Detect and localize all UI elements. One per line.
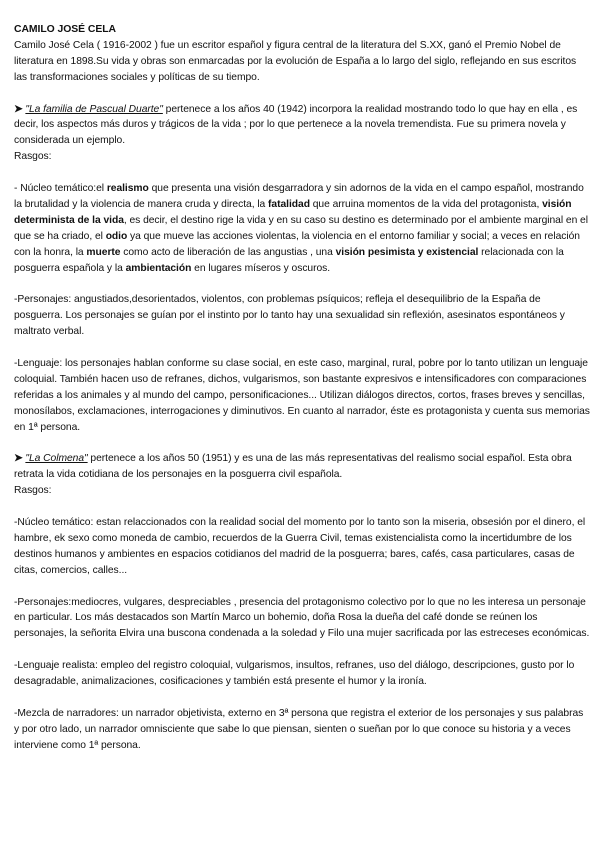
- nucleo-text-run: que presenta una visión desgarradora y sin adornos de la vida en el campo español, mostrando la brutalidad y la violencia de manera cruda y directa, la: [14, 183, 584, 210]
- pascual-book-title: "La familia de Pascual Duarte": [25, 103, 163, 115]
- nucleo-text-run: relacionada con la posguerra española y la: [14, 246, 564, 274]
- bold-term: realismo: [106, 183, 149, 195]
- pascual-intro-paragraph: [14, 102, 590, 150]
- pascual-nucleo-paragraph: [14, 181, 590, 276]
- pascual-personajes-paragraph: -Personajes: angustiados,desorientados, violentos, con problemas psíquicos; refleja el desequilibrio de la España de posguerra. Los personajes se guían por el instinto por lo tanto hay una sexualidad sin reflexión, asesinatos espontáneos y maltrato verbal.: [14, 294, 565, 338]
- bold-term: ambientación: [125, 262, 192, 274]
- pascual-intro-text: pertenece a los años 40 (1942) incorpora la realidad mostrando todo lo que hay en ella , es decir, los aspectos más duros y trágicos de la vida ; por lo que pertenece a la novela tremendista. Fue su primera novela y considerada un ejemplo.: [14, 103, 578, 147]
- colmena-rasgos-label: Rasgos:: [14, 485, 52, 497]
- colmena-intro-text: pertenece a los años 50 (1951) y es una de las más representativas del realismo social español. Esta obra retrata la vida cotidiana de los personajes en la posguerra civil española.: [14, 453, 572, 481]
- nucleo-text-run: , es decir, el destino rige la vida y en su caso su destino es determinado por el ambiente marginal en el que se ha criado, el: [14, 214, 588, 242]
- bold-term: visión pesimista y existencial: [335, 246, 479, 258]
- colmena-intro-paragraph: [14, 451, 590, 483]
- colmena-personajes-paragraph: -Personajes:mediocres, vulgares, despreciables , presencia del protagonismo colectivo por lo que no les interesa un personaje en particular. Los más destacados son Martín Marco un bohemio, doña Rosa la dueña del café donde se reúnen los personajes, la señorita Elvira una buscona condenada a la soledad y Filo una mujer sacrificada por las estreceses económicas.: [14, 596, 590, 640]
- bold-term: muerte: [86, 246, 121, 258]
- colmena-nucleo-paragraph: -Núcleo temático: estan relaccionados con la realidad social del momento por lo tanto son la miseria, obsesión por el dinero, el hambre, ek sexo como moneda de cambio, recuerdos de la Guerra Civil, temas existencialista como la incertidumbre de los destinos humanos y ambientes en espacios cotidianos del madrid de la posguerra; bares, cafés, casa particulares, casas de citas, comercios, calles...: [14, 517, 586, 576]
- pascual-rasgos-label: Rasgos:: [14, 151, 52, 163]
- document-title: CAMILO JOSÉ CELA: [14, 24, 116, 35]
- pascual-lenguaje-paragraph: -Lenguaje: los personajes hablan conforme su clase social, en este caso, marginal, rural, pobre por lo tanto utilizan un lenguaje coloquial. También hacen uso de refranes, dichos, vulgarismos, son bastante expresivos e intensificadores con comparaciones referidas a los animales y al mundo del campo, personificaciones... Utilizan diálogos directos, cortos, frases breves y sencillas, monosílabos, exclamaciones, interrogaciones y diminutivos. En cuanto al narrador, éste es protagonista y cuenta sus memorias en 1ª persona.: [14, 357, 590, 433]
- bold-term: visión determinista de la vida: [14, 198, 572, 226]
- arrow-bullet-icon: ➤: [14, 103, 23, 115]
- nucleo-text-run: ya que mueve las acciones violentas, la violencia en el entorno familiar y social; a veces en relación con la honra, la: [14, 230, 580, 258]
- colmena-lenguaje-paragraph: -Lenguaje realista: empleo del registro coloquial, vulgarismos, insultos, refranes, uso del diálogo, descripciones, gusto por lo desagradable, animalizaciones, cosificaciones y también está presente el humor y la ironía.: [14, 660, 575, 688]
- arrow-bullet-icon: ➤: [14, 453, 23, 465]
- nucleo-text-run: como acto de liberación de las angustias , una: [120, 246, 336, 258]
- colmena-book-title: "La Colmena": [25, 453, 88, 465]
- bold-term: odio: [105, 230, 128, 242]
- colmena-narradores-paragraph: -Mezcla de narradores: un narrador objetivista, externo en 3ª persona que registra el exterior de los personajes y sus palabras y por otro lado, un narrador omnisciente que sabe lo que piensan, sienten o sueñan por lo que conoce su historia y a veces interviene como 1ª persona.: [14, 707, 584, 751]
- document-page: [14, 22, 590, 754]
- bold-term: fatalidad: [268, 198, 310, 210]
- nucleo-text-run: que arruina momentos de la vida del protagonista,: [309, 198, 543, 210]
- nucleo-text-run: - Núcleo temático:el: [14, 183, 107, 195]
- nucleo-text-run: en lugares míseros y oscuros.: [191, 262, 331, 274]
- intro-paragraph: Camilo José Cela ( 1916-2002 ) fue un escritor español y figura central de la literatura del S.XX, ganó el Premio Nobel de literatura en 1898.Su vida y obras son enmarcadas por la evolución de España a lo largo del siglo, reflejando en sus escritos las transformaciones sociales y políticas de su tiempo.: [14, 39, 577, 83]
